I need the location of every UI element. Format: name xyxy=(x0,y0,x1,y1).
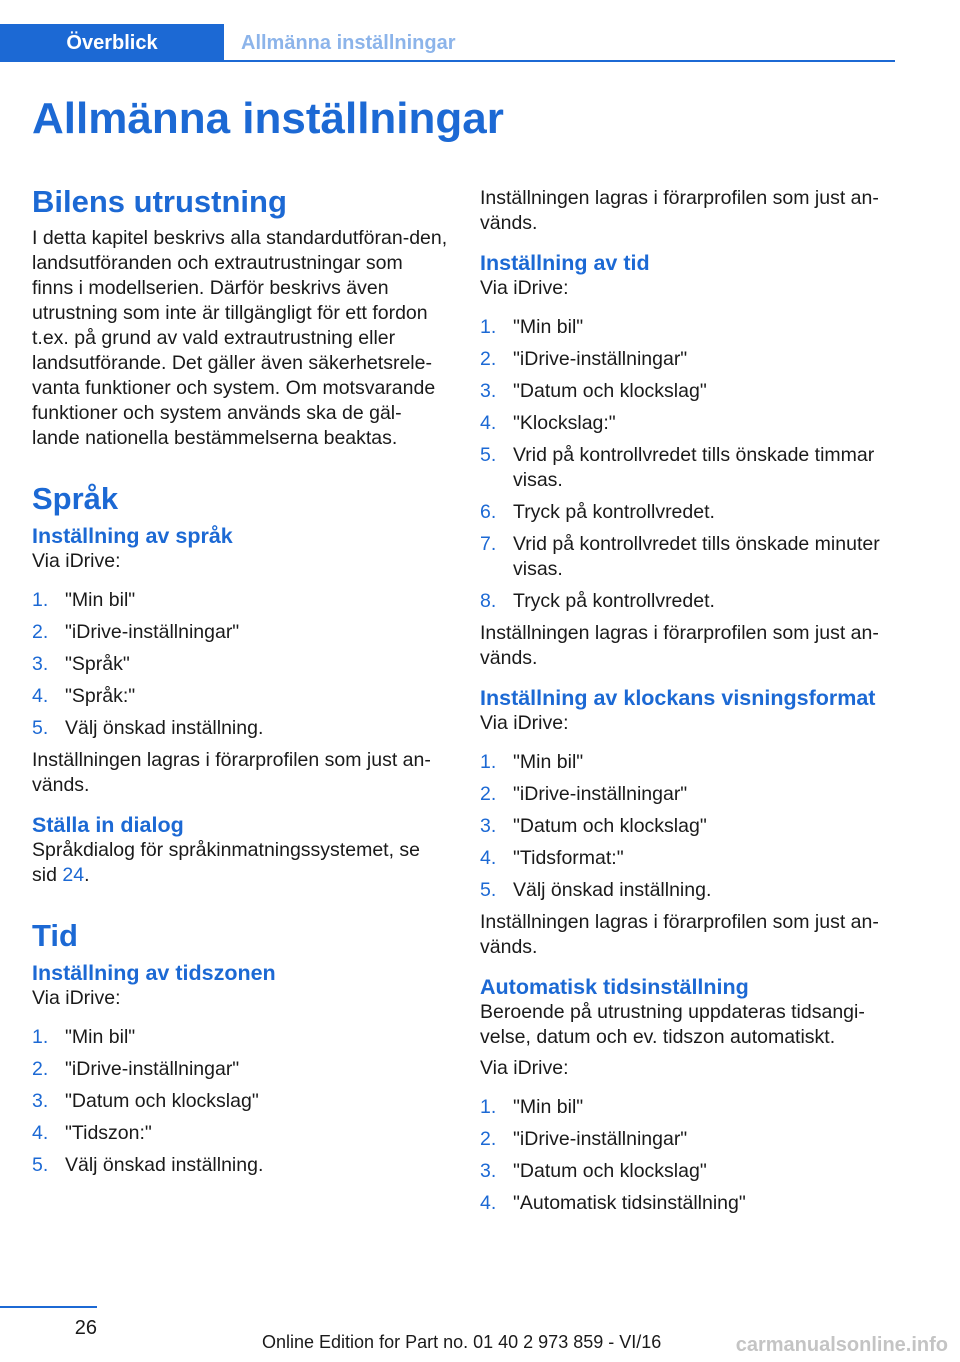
step-number: 1. xyxy=(480,1096,497,1118)
list-item xyxy=(480,878,896,903)
step-text: "iDrive-inställningar" xyxy=(65,621,240,643)
page-number: 26 xyxy=(74,1317,97,1339)
step-number: 3. xyxy=(32,653,49,675)
step-number: 6. xyxy=(480,501,497,523)
auto-time-via: Via iDrive: xyxy=(480,1057,569,1079)
list-item xyxy=(32,620,448,645)
step-text: "Automatisk tidsinställning" xyxy=(513,1192,746,1214)
step-text: "Klockslag:" xyxy=(513,412,616,434)
step-number: 2. xyxy=(480,348,497,370)
equipment-body: I detta kapitel beskrivs alla standardutföran-den, landsutföranden och extrautrustningar som finns i modellserien. Därför beskrivs även utrustning som inte är tillgängligt för ett fordon t.ex. på grund av vald extrautrustning eller landsutförande. Det gäller även säkerhetsrele-vanta funktioner och system. Om motsvarande funktioner och system används ska de gäl-lande nationella bestämmelserna beaktas. xyxy=(32,227,448,449)
step-number: 4. xyxy=(480,412,497,434)
list-item xyxy=(480,1127,896,1152)
timezone-steps xyxy=(32,1025,448,1178)
time-setting-steps xyxy=(480,315,896,614)
equipment-heading: Bilens utrustning xyxy=(32,184,287,219)
step-number: 2. xyxy=(480,1128,497,1150)
language-steps xyxy=(32,588,448,741)
step-number: 3. xyxy=(32,1090,49,1112)
step-number: 3. xyxy=(480,380,497,402)
step-number: 4. xyxy=(480,847,497,869)
language-via: Via iDrive: xyxy=(32,550,121,572)
step-text: Vrid på kontrollvredet tills önskade timmar visas. xyxy=(513,444,875,491)
step-text: "Datum och klockslag" xyxy=(513,1160,707,1182)
list-item xyxy=(480,315,896,340)
time-setting-saved-note: Inställningen lagras i förarprofilen som just an-vänds. xyxy=(480,622,879,669)
step-text: "Min bil" xyxy=(65,1026,136,1048)
step-text: "Datum och klockslag" xyxy=(65,1090,259,1112)
timezone-heading: Inställning av tidszonen xyxy=(32,961,276,985)
dialog-end: . xyxy=(84,864,90,886)
list-item xyxy=(480,750,896,775)
step-number: 5. xyxy=(480,444,497,466)
clock-format-heading: Inställning av klockans visningsformat xyxy=(480,686,876,710)
step-number: 4. xyxy=(480,1192,497,1214)
list-item xyxy=(480,347,896,372)
step-number: 2. xyxy=(32,1058,49,1080)
step-number: 1. xyxy=(32,589,49,611)
step-number: 8. xyxy=(480,590,497,612)
step-number: 3. xyxy=(480,815,497,837)
step-text: Välj önskad inställning. xyxy=(65,1154,264,1176)
list-item xyxy=(480,411,896,436)
step-number: 2. xyxy=(32,621,49,643)
time-setting-heading: Inställning av tid xyxy=(480,251,650,275)
list-item xyxy=(32,588,448,613)
language-setting-heading: Inställning av språk xyxy=(32,524,233,548)
list-item xyxy=(480,1159,896,1184)
saved-note-top: Inställningen lagras i förarprofilen som just an-vänds. xyxy=(480,187,879,234)
list-item xyxy=(480,532,896,582)
list-item xyxy=(32,1089,448,1114)
footer-rule xyxy=(0,1306,97,1308)
step-text: "Språk:" xyxy=(65,685,136,707)
step-text: Tryck på kontrollvredet. xyxy=(513,501,715,523)
step-text: "iDrive-inställningar" xyxy=(513,783,688,805)
dialog-description: Språkdialog för språkinmatningssystemet, se sid xyxy=(32,839,421,886)
list-item xyxy=(480,379,896,404)
page-link[interactable]: 24 xyxy=(62,864,85,886)
step-text: "Tidszon:" xyxy=(65,1122,152,1144)
language-heading: Språk xyxy=(32,481,119,516)
dialog-heading: Ställa in dialog xyxy=(32,813,184,837)
step-number: 5. xyxy=(32,1154,49,1176)
list-item xyxy=(480,846,896,871)
time-heading: Tid xyxy=(32,918,78,953)
tab-overview[interactable]: Överblick xyxy=(0,24,224,62)
right-column xyxy=(480,186,896,1223)
auto-time-heading: Automatisk tidsinställning xyxy=(480,975,749,999)
dialog-text xyxy=(32,838,448,888)
list-item xyxy=(480,500,896,525)
auto-time-body: Beroende på utrustning uppdateras tidsangi-velse, datum och ev. tidszon automatiskt. xyxy=(480,1001,865,1048)
language-saved-note: Inställningen lagras i förarprofilen som just an-vänds. xyxy=(32,749,431,796)
step-text: "Min bil" xyxy=(513,1096,584,1118)
step-text: Vrid på kontrollvredet tills önskade minuter visas. xyxy=(513,533,880,580)
edition-note: Online Edition for Part no. 01 40 2 973 859 - VI/16 xyxy=(262,1332,662,1352)
step-number: 3. xyxy=(480,1160,497,1182)
list-item xyxy=(32,1025,448,1050)
list-item xyxy=(480,1191,896,1216)
step-text: Välj önskad inställning. xyxy=(65,717,264,739)
header-rule xyxy=(0,60,895,62)
step-number: 5. xyxy=(32,717,49,739)
list-item xyxy=(32,684,448,709)
step-text: "iDrive-inställningar" xyxy=(513,1128,688,1150)
list-item xyxy=(480,589,896,614)
timezone-via: Via iDrive: xyxy=(32,987,121,1009)
clock-format-saved-note: Inställningen lagras i förarprofilen som just an-vänds. xyxy=(480,911,879,958)
watermark: carmanualsonline.info xyxy=(735,1334,948,1356)
step-text: "Datum och klockslag" xyxy=(513,815,707,837)
tab-general-settings[interactable]: Allmänna inställningar xyxy=(241,31,456,54)
list-item xyxy=(32,652,448,677)
step-number: 2. xyxy=(480,783,497,805)
step-text: "iDrive-inställningar" xyxy=(65,1058,240,1080)
list-item xyxy=(480,814,896,839)
clock-format-via: Via iDrive: xyxy=(480,712,569,734)
list-item xyxy=(32,1057,448,1082)
auto-time-steps xyxy=(480,1095,896,1216)
step-number: 1. xyxy=(480,751,497,773)
step-text: "Min bil" xyxy=(513,316,584,338)
step-text: "Tidsformat:" xyxy=(513,847,624,869)
step-text: "iDrive-inställningar" xyxy=(513,348,688,370)
step-number: 5. xyxy=(480,879,497,901)
list-item xyxy=(480,443,896,493)
page-title: Allmänna inställningar xyxy=(32,94,504,143)
step-number: 7. xyxy=(480,533,497,555)
header-bar xyxy=(0,24,895,62)
step-number: 4. xyxy=(32,1122,49,1144)
clock-format-steps xyxy=(480,750,896,903)
time-setting-via: Via iDrive: xyxy=(480,277,569,299)
left-column xyxy=(32,184,448,1185)
step-text: Tryck på kontrollvredet. xyxy=(513,590,715,612)
list-item xyxy=(32,1153,448,1178)
list-item xyxy=(32,1121,448,1146)
step-text: "Min bil" xyxy=(65,589,136,611)
step-number: 1. xyxy=(480,316,497,338)
step-text: "Språk" xyxy=(65,653,130,675)
step-text: "Datum och klockslag" xyxy=(513,380,707,402)
step-number: 4. xyxy=(32,685,49,707)
step-text: Välj önskad inställning. xyxy=(513,879,712,901)
step-number: 1. xyxy=(32,1026,49,1048)
list-item xyxy=(480,1095,896,1120)
step-text: "Min bil" xyxy=(513,751,584,773)
list-item xyxy=(32,716,448,741)
list-item xyxy=(480,782,896,807)
